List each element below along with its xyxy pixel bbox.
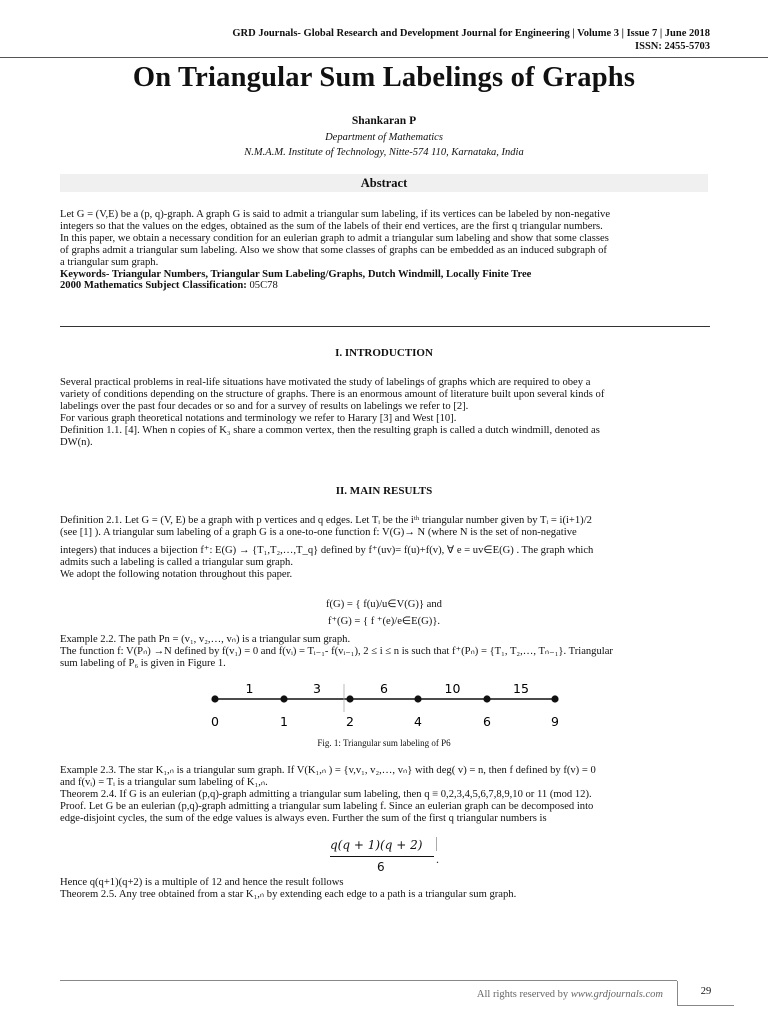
main-line: (see [1] ). A triangular sum labeling of a graph G is a one-to-one function f: V(G)→ N (where N is the set of non-negative [60,526,577,538]
abstract-line: of graphs admit a triangular sum labeling. Also we show that some classes of graphs can be embedded as an induced subgraph of [60,244,607,256]
main-line: integers) that induces a bijection f⁺: E(G) → {T₁,T₂,…,T_q} defined by f⁺(uv)= f(u)+f(v), ∀ e = uv∈E(G) . The graph which [60,544,594,556]
main-line: admits such a labeling is called a triangular sum graph. [60,556,293,568]
main-line: edge-disjoint cycles, the sum of the edge values is always even. Further the sum of the first q triangular numbers is [60,812,547,824]
journal-header [232,27,710,53]
main-line: Example 2.2. The path Pn = (v₁, v₂,…, vₙ) is a triangular sum graph. [60,634,351,645]
abstract-line: integers so that the values on the edges, obtained as the sum of the labels of their end vertices, are the first q triangular numbers. [60,220,603,232]
path-vertex [551,695,558,702]
fraction-numerator: q(q + 1)(q + 2) [330,838,423,852]
footer-site-link[interactable]: www.grdjournals.com [570,989,663,1000]
main-line: The function f: V(Pₙ) →N defined by f(v₁) = 0 and f(vᵢ) = Tᵢ₋₁- f(vᵢ₋₁), 2 ≤ i ≤ n is such that f⁺(Pₙ) = {T₁, T₂,…, Tₙ₋₁}. Triangular [60,645,613,657]
department: Department of Mathematics [325,132,443,143]
vertex-label: 1 [280,714,288,729]
path-vertex [414,695,421,702]
main-results-body-d [60,877,710,901]
figure-caption: Fig. 1: Triangular sum labeling of P6 [317,738,451,748]
main-line: We adopt the following notation throughout this paper. [60,568,293,580]
main-results-body-c [60,765,710,825]
intro-line: Definition 1.1. [4]. When n copies of K₃ share a common vertex, then the resulting graph is called a dutch windmill, denoted as [60,424,600,436]
abstract-heading: Abstract [60,174,708,192]
footer-rights-text: All rights reserved by [476,989,571,1000]
fraction-bar [330,856,434,857]
vertex-label: 4 [414,714,422,729]
section-introduction-heading: I. INTRODUCTION [335,347,433,359]
paper-title: On Triangular Sum Labelings of Graphs [132,62,636,93]
main-line: Hence q(q+1)(q+2) is a multiple of 12 and hence the result follows [60,877,344,888]
fraction-bracket [436,837,437,851]
journal-line: GRD Journals- Global Research and Development Journal for Engineering | Volume 3 | Issue 7 | June 2018 [232,28,710,39]
abstract-body [60,209,710,292]
edge-label: 3 [313,681,321,696]
institute: N.M.A.M. Institute of Technology, Nitte-574 110, Karnataka, India [244,147,524,158]
msc-value: 05C78 [246,280,278,292]
intro-line: variety of conditions depending on the structure of graphs. There is an enormous amount of literature built upon several kinds of [60,388,605,400]
main-line: Definition 2.1. Let G = (V, E) be a graph with p vertices and q edges. Let Tᵢ be the iᵗʰ triangular number given by Tᵢ = i(i+1)/2 [60,515,592,526]
edge-label: 10 [444,681,461,696]
fplusG-formula: f⁺(G) = { f ⁺(e)/e∈E(G)}. [327,616,441,627]
vertex-label: 9 [551,714,559,729]
fraction-period: . [436,852,439,866]
footer-rule [60,980,677,981]
main-line: sum labeling of P₆ is given in Figure 1. [60,657,226,669]
issn: ISSN: 2455-5703 [635,41,710,52]
page-number: 29 [677,981,734,1006]
edge-label: 6 [380,681,388,696]
main-line: Theorem 2.4. If G is an eulerian (p,q)-graph admitting a triangular sum labeling, then q ≡ 0,2,3,4,5,6,7,8,9,10 or 11 (mod 12). [60,788,592,800]
header-rule [0,57,768,58]
figure-path-p6 [0,680,768,740]
intro-line: labelings over the past four decades or so and for a survey of results on labelings we refer to [2]. [60,400,469,412]
edge-label: 1 [245,681,254,696]
author-name: Shankaran P [351,115,417,127]
introduction-body [60,377,710,448]
edge-label: 15 [513,681,529,696]
intro-line: DW(n). [60,436,93,448]
intro-line: Several practical problems in real-life situations have motivated the study of labelings of graphs which are required to obey a [60,377,591,388]
abstract-rule [60,326,710,327]
path-vertex [211,695,218,702]
intro-line: For various graph theoretical notations and terminology we refer to Harary [3] and West [10]. [60,412,457,424]
abstract-line: a triangular sum graph. [60,256,159,268]
vertex-label: 2 [346,714,354,729]
abstract-line: In this paper, we obtain a necessary condition for an eulerian graph to admit a triangular sum labeling and show that some classes [60,232,609,244]
keywords: Keywords- Triangular Numbers, Triangular Sum Labeling/Graphs, Dutch Windmill, Locally Finite Tree [60,268,532,280]
vertex-label: 6 [483,714,491,729]
msc-label: 2000 Mathematics Subject Classification: [60,280,247,292]
main-line: Example 2.3. The star K₁,ₙ is a triangular sum graph. If V(K₁,ₙ ) = {v,v₁, v₂,…, vₙ} with deg( v) = n, then f defined by f(v) = 0 [60,765,596,776]
fraction-denominator: 6 [377,860,385,874]
main-line: Theorem 2.5. Any tree obtained from a star K₁,ₙ by extending each edge to a path is a triangular sum graph. [60,888,517,900]
path-vertex [280,695,287,702]
footer-rights [477,989,663,1000]
fG-formula: f(G) = { f(u)/u∈V(G)} and [326,599,442,610]
main-results-body-a [60,515,710,581]
path-vertex [483,695,490,702]
path-vertex [346,695,353,702]
main-line: Proof. Let G be an eulerian (p,q)-graph admitting a triangular sum labeling f. Since an eulerian graph can be decomposed into [60,800,594,812]
section-main-results-heading: II. MAIN RESULTS [335,485,433,497]
main-results-body-b [60,634,710,670]
main-line: and f(vᵢ) = Tᵢ is a triangular sum labeling of K₁,ₙ. [60,776,268,788]
abstract-line: Let G = (V,E) be a (p, q)-graph. A graph G is said to admit a triangular sum labeling, if its vertices can be labeled by non-negative [60,209,611,220]
vertex-label: 0 [211,714,219,729]
